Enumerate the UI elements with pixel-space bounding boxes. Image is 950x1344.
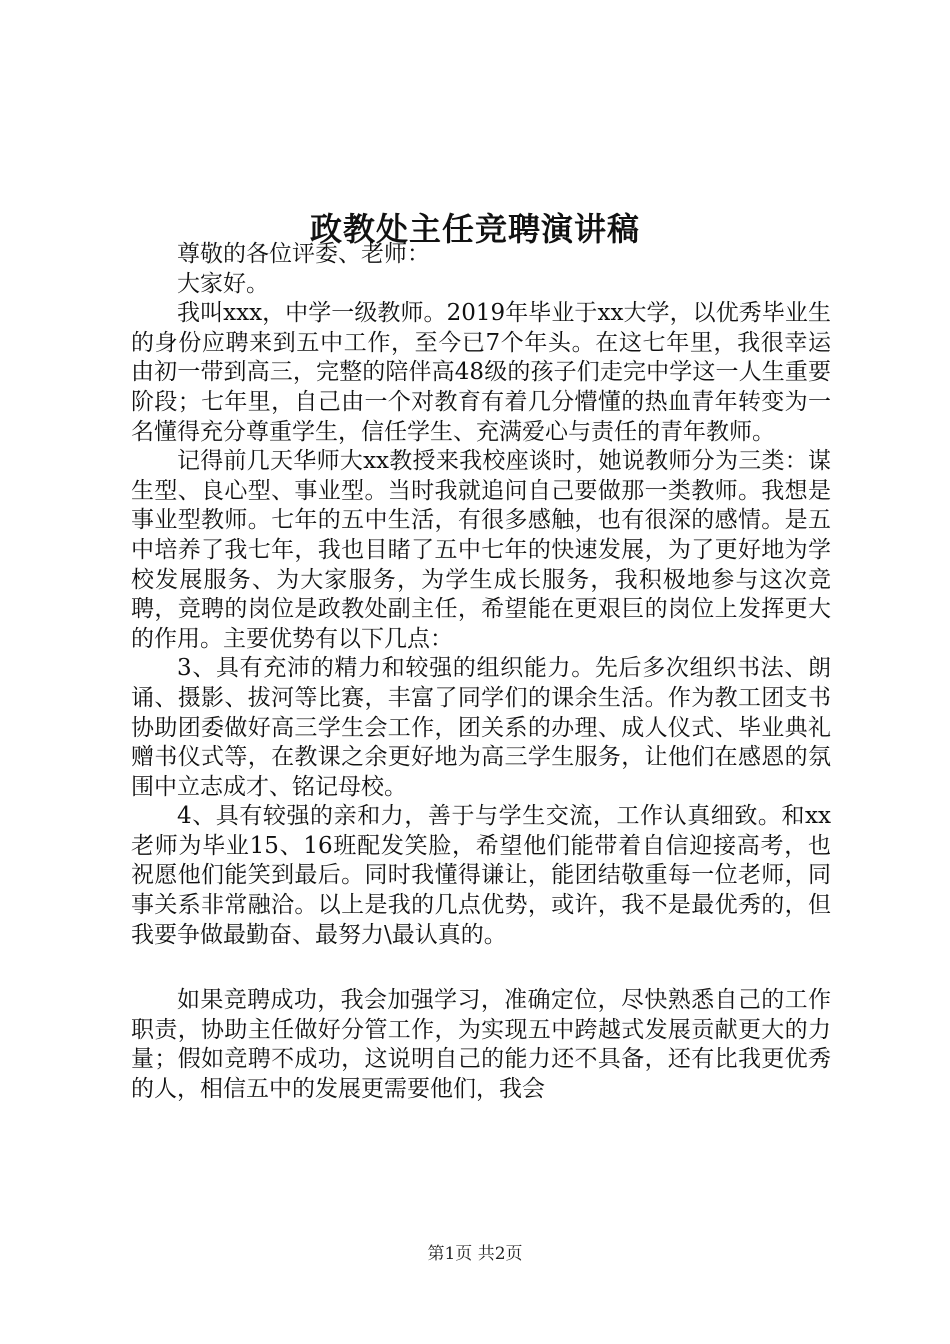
salutation: 尊敬的各位评委、老师： [177,241,430,267]
document-body [131,240,831,1105]
paragraph-strength-3: 3、具有充沛的精力和较强的组织能力。先后多次组织书法、朗诵、摄影、拔河等比赛，丰富了同学们的课余生活。作为教工团支书协助团委做好高三学生会工作，团关系的办理、成人仪式、毕业典礼赠书仪式等，在教课之余更好地为高三学生服务，让他们在感恩的氛围中立志成才、铭记母校。 [131,655,831,800]
document-title: 政教处主任竞聘演讲稿 [309,210,640,249]
paragraph-spacer [131,950,831,986]
page-footer: 第1页 共2页 [427,1244,523,1264]
paragraph-strength-4: 4、具有较强的亲和力，善于与学生交流，工作认真细致。和xx老师为毕业15、16班配发笑脸，希望他们能带着自信迎接高考，也祝愿他们能笑到最后。同时我懂得谦让，能团结敬重每一位老师，同事关系非常融洽。以上是我的几点优势，或许，我不是最优秀的，但我要争做最勤奋、最努力\最认真的。 [131,803,831,948]
greeting: 大家好。 [177,270,269,297]
paragraph-motivation: 记得前几天华师大xx教授来我校座谈时，她说教师分为三类：谋生型、良心型、事业型。当时我就追问自己要做那一类教师。我想是事业型教师。七年的五中生活，有很多感触，也有很深的感情。是五中培养了我七年，我也目睹了五中七年的快速发展，为了更好地为学校发展服务、为大家服务，为学生成长服务，我积极地参与这次竞聘，竞聘的岗位是政教处副主任，希望能在更艰巨的岗位上发挥更大的作用。主要优势有以下几点： [131,448,831,652]
paragraph-introduction: 我叫xxx，中学一级教师。2019年毕业于xx大学，以优秀毕业生的身份应聘来到五中工作，至今已7个年头。在这七年里，我很幸运由初一带到高三，完整的陪伴高48级的孩子们走完中学这一人生重要阶段；七年里，自己由一个对教育有着几分懵懂的热血青年转变为一名懂得充分尊重学生，信任学生、充满爱心与责任的青年教师。 [131,300,831,445]
paragraph-commitment: 如果竞聘成功，我会加强学习，准确定位，尽快熟悉自己的工作职责，协助主任做好分管工作，为实现五中跨越式发展贡献更大的力量；假如竞聘不成功，这说明自己的能力还不具备，还有比我更优秀的人，相信五中的发展更需要他们，我会 [131,987,831,1103]
